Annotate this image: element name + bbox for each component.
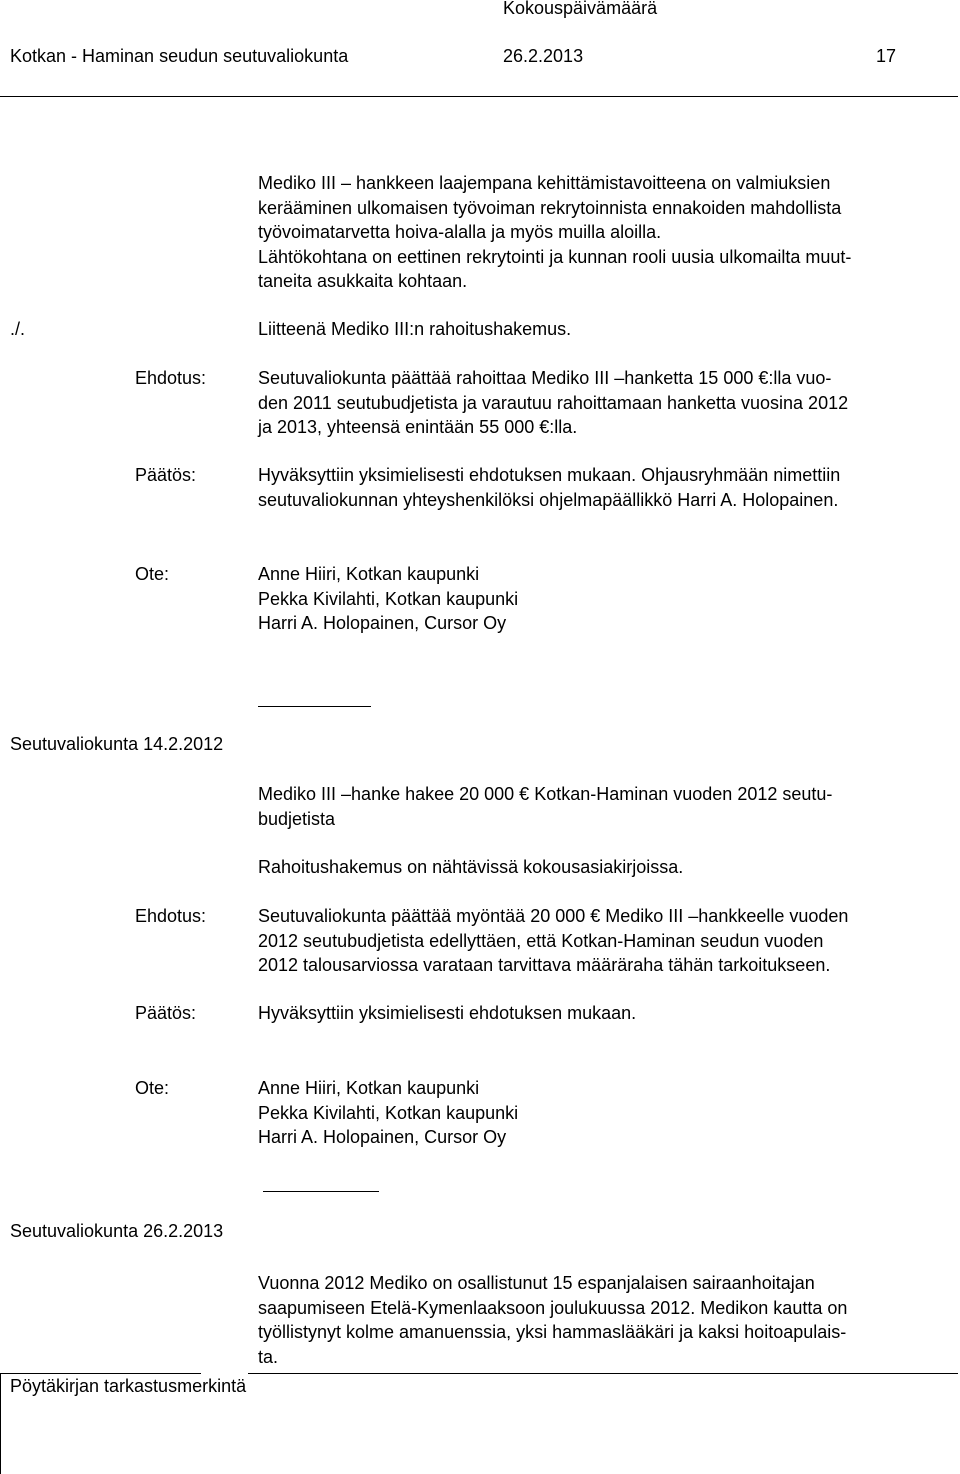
- paragraph-line: ta.: [258, 1346, 279, 1367]
- meeting-date: 26.2.2013: [503, 46, 584, 66]
- paragraph-line: saapumiseen Etelä-Kymenlaaksoon joulukuussa 2012. Medikon kautta on: [258, 1297, 848, 1318]
- proposal-line: ja 2013, yhteensä enintään 55 000 €:lla.: [258, 417, 578, 437]
- decision-label: Päätös:: [135, 465, 197, 485]
- section1-decision: [258, 463, 958, 512]
- section2-note: Rahoitushakemus on nähtävissä kokousasiakirjoissa.: [258, 857, 684, 877]
- intro-line: budjetista: [258, 808, 336, 829]
- section1-proposal: [258, 366, 958, 440]
- paragraph-line: Mediko III – hankkeen laajempana kehittämistavoitteena on valmiuksien: [258, 173, 831, 193]
- proposal-line: den 2011 seutubudjetista ja varautuu rahoittamaan hanketta vuosina 2012: [258, 392, 849, 413]
- paragraph-line: kerääminen ulkomaisen työvoiman rekrytoinnista ennakoiden mahdollista: [258, 197, 842, 218]
- proposal-line: 2012 talousarviossa varataan tarvittava määräraha tähän tarkoitukseen.: [258, 955, 831, 975]
- extract-recipient: Anne Hiiri, Kotkan kaupunki: [258, 1078, 480, 1098]
- intro-line: Mediko III –hanke hakee 20 000 € Kotkan-Haminan vuoden 2012 seutu-: [258, 784, 833, 804]
- attachment-text: Liitteenä Mediko III:n rahoitushakemus.: [258, 319, 572, 339]
- section1-extract: [258, 562, 958, 636]
- extract-recipient: Pekka Kivilahti, Kotkan kaupunki: [258, 1102, 519, 1123]
- section2-extract: [258, 1076, 958, 1150]
- proposal-line: Seutuvaliokunta päättää myöntää 20 000 € Mediko III –hankkeelle vuoden: [258, 906, 849, 926]
- organization-name: Kotkan - Haminan seudun seutuvaliokunta: [10, 46, 349, 66]
- decision-label: Päätös:: [135, 1003, 197, 1023]
- extract-recipient: Pekka Kivilahti, Kotkan kaupunki: [258, 588, 519, 609]
- paragraph-line: työvoimatarvetta hoiva-alalla ja myös muilla aloilla.: [258, 222, 662, 242]
- attachment-marker: ./.: [10, 319, 26, 339]
- section1-paragraph: [258, 171, 958, 294]
- section-separator: [263, 1191, 379, 1192]
- extract-recipient: Harri A. Holopainen, Cursor Oy: [258, 613, 507, 633]
- paragraph-line: Vuonna 2012 Mediko on osallistunut 15 espanjalaisen sairaanhoitajan: [258, 1273, 815, 1293]
- meeting-date-label: Kokouspäivämäärä: [503, 0, 658, 18]
- page-number: 17: [876, 46, 897, 66]
- section-heading: Seutuvaliokunta 14.2.2012: [10, 734, 224, 754]
- paragraph-line: työllistynyt kolme amanuenssia, yksi hammaslääkäri ja kaksi hoitoapulais-: [258, 1322, 847, 1342]
- section2-decision: Hyväksyttiin yksimielisesti ehdotuksen mukaan.: [258, 1003, 637, 1023]
- extract-label: Ote:: [135, 1078, 170, 1098]
- extract-label: Ote:: [135, 564, 170, 584]
- proposal-line: Seutuvaliokunta päättää rahoittaa Mediko III –hanketta 15 000 €:lla vuo-: [258, 368, 832, 388]
- proposal-label: Ehdotus:: [135, 368, 207, 388]
- decision-line: seutuvaliokunnan yhteyshenkilöksi ohjelmapäällikkö Harri A. Holopainen.: [258, 489, 839, 510]
- section-separator: [258, 706, 371, 707]
- proposal-line: 2012 seutubudjetista edellyttäen, että Kotkan-Haminan seudun vuoden: [258, 930, 824, 951]
- header-divider: [0, 96, 958, 97]
- section3-paragraph: [258, 1271, 958, 1369]
- proposal-label: Ehdotus:: [135, 906, 207, 926]
- section2-proposal: [258, 904, 958, 978]
- section2-intro: [258, 782, 958, 831]
- section-heading: Seutuvaliokunta 26.2.2013: [10, 1221, 224, 1241]
- extract-recipient: Harri A. Holopainen, Cursor Oy: [258, 1127, 507, 1147]
- decision-line: Hyväksyttiin yksimielisesti ehdotuksen mukaan. Ohjausryhmään nimettiin: [258, 465, 841, 485]
- inspection-mark-label: Pöytäkirjan tarkastusmerkintä: [10, 1374, 246, 1399]
- paragraph-line: taneita asukkaita kohtaan.: [258, 271, 468, 291]
- footer-box-right: [248, 1373, 958, 1474]
- paragraph-line: Lähtökohtana on eettinen rekrytointi ja kunnan rooli uusia ulkomailta muut-: [258, 246, 852, 267]
- extract-recipient: Anne Hiiri, Kotkan kaupunki: [258, 564, 480, 584]
